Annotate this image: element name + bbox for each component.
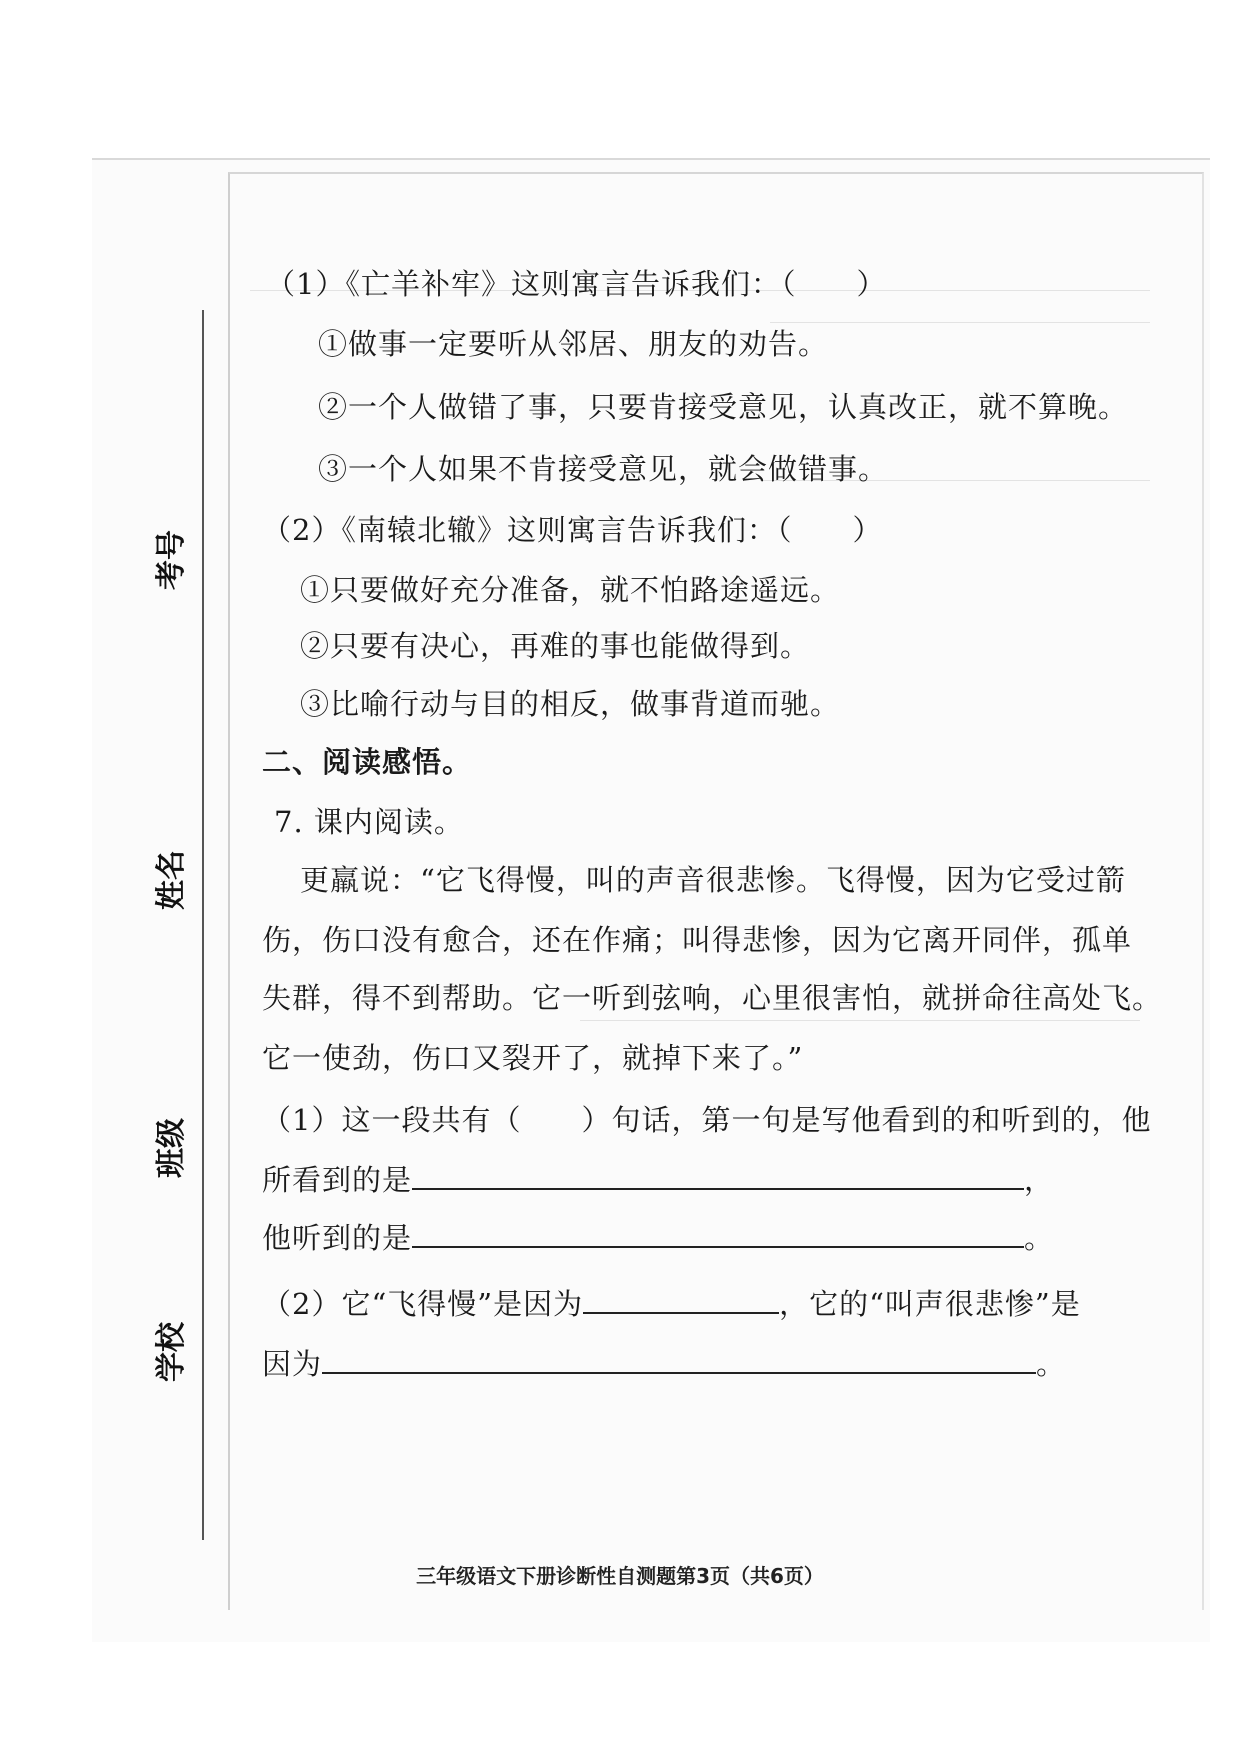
q6-2-stem: （2）《南辕北辙》这则寓言告诉我们：（ ） (262, 513, 883, 547)
section-title: 二、阅读感悟。 (262, 745, 473, 779)
q7-1-seen-line (262, 1158, 1054, 1199)
passage-line: 失群，得不到帮助。它一听到弦响，心里很害怕，就拼命往高处飞。 (262, 981, 1163, 1015)
q7-2-because: 因为 (262, 1347, 323, 1381)
q7-1-heard-suffix: 。 (1024, 1221, 1055, 1255)
q6-1-stem: （1）《亡羊补牢》这则寓言告诉我们：（ ） (266, 267, 887, 301)
q7-1-heard-prefix: 他听到的是 (262, 1221, 413, 1255)
q6-1-option-3: ③一个人如果不肯接受意见，就会做错事。 (318, 452, 889, 486)
sad-cry-reason-blank[interactable] (322, 1342, 1036, 1374)
q7-1-stem: （1）这一段共有（ ）句话，第一句是写他看到的和听到的，他 (262, 1103, 1152, 1137)
q7-1-seen-suffix: ， (1024, 1163, 1055, 1197)
school-label: 学校 (154, 1322, 189, 1382)
q7-2-line-1 (262, 1282, 1081, 1323)
passage-line: 伤，伤口没有愈合，还在作痛；叫得悲惨，因为它离开同伴，孤单 (262, 923, 1133, 957)
q7-2-mid: ，它的“叫声很悲惨”是 (779, 1287, 1081, 1321)
seen-answer-blank[interactable] (412, 1158, 1024, 1190)
q7-1-seen-prefix: 所看到的是 (262, 1163, 413, 1197)
exam-number-label: 考号 (154, 530, 189, 590)
q6-2-option-3: ③比喻行动与目的相反，做事背道而驰。 (300, 687, 841, 721)
q7-1-heard-line (262, 1216, 1054, 1257)
name-label: 姓名 (154, 850, 189, 910)
q7-title: 7. 课内阅读。 (274, 805, 464, 839)
q6-2-option-2: ②只要有决心，再难的事也能做得到。 (300, 629, 811, 663)
class-label: 班级 (154, 1118, 189, 1178)
q6-1-option-2: ②一个人做错了事，只要肯接受意见，认真改正，就不算晚。 (318, 390, 1129, 424)
passage-line: 更羸说：“它飞得慢，叫的声音很悲惨。飞得慢，因为它受过箭 (300, 863, 1126, 897)
slow-reason-blank[interactable] (583, 1282, 779, 1314)
q7-2-prefix: （2）它“飞得慢”是因为 (262, 1287, 584, 1321)
q6-2-option-1: ①只要做好充分准备，就不怕路途遥远。 (300, 573, 841, 607)
page-footer: 三年级语文下册诊断性自测题第3页（共6页） (416, 1564, 824, 1588)
q7-2-end: 。 (1036, 1347, 1067, 1381)
q6-1-option-1: ①做事一定要听从邻居、朋友的劝告。 (318, 327, 829, 361)
q7-2-line-2 (262, 1342, 1066, 1383)
heard-answer-blank[interactable] (412, 1216, 1024, 1248)
passage-line: 它一使劲，伤口又裂开了，就掉下来了。” (262, 1041, 804, 1075)
